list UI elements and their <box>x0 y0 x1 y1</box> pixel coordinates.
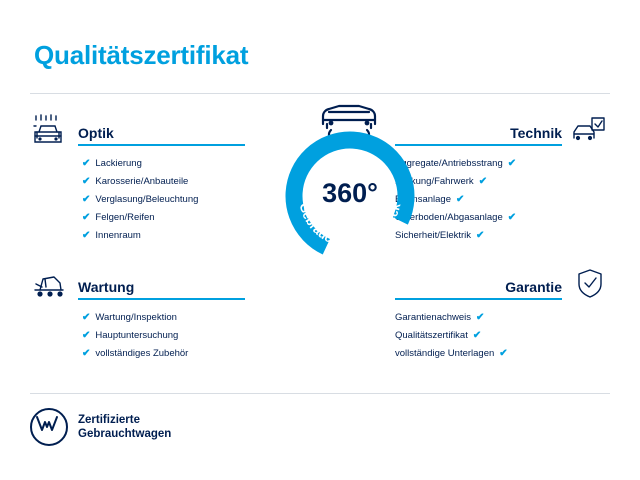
list-item <box>30 174 245 190</box>
section-garantie-title: Garantie <box>505 279 562 295</box>
list-item <box>395 310 610 326</box>
check-icon: ✔ <box>472 330 482 341</box>
list-item-label: Aggregate/Antriebsstrang <box>395 158 503 169</box>
section-wartung-title-wrap <box>78 279 245 300</box>
footer-line-2: Gebrauchtwagen <box>78 428 172 440</box>
list-item <box>30 328 245 344</box>
list-item-label: Bremsanlage <box>395 194 451 205</box>
list-item-label: Karosserie/Anbauteile <box>95 176 189 187</box>
car-wash-icon <box>30 112 70 146</box>
check-icon: ✔ <box>82 330 91 341</box>
list-item-label: Lenkung/Fahrwerk <box>395 176 474 187</box>
list-item <box>395 328 610 344</box>
list-item <box>30 156 245 172</box>
progress-ring <box>282 128 418 264</box>
shield-check-icon <box>570 266 610 300</box>
car-check-icon <box>570 112 610 146</box>
list-item-label: vollständige Unterlagen <box>395 348 495 359</box>
list-item <box>30 346 245 362</box>
list-item-label: Garantienachweis <box>395 312 472 323</box>
section-optik-list <box>30 156 245 244</box>
footer-divider <box>30 393 610 394</box>
list-item <box>30 210 245 226</box>
list-item-label: Innenraum <box>95 230 141 241</box>
check-icon: ✔ <box>476 230 485 241</box>
check-icon: ✔ <box>507 212 517 223</box>
sections-area <box>30 94 610 394</box>
check-icon: ✔ <box>82 158 91 169</box>
check-icon: ✔ <box>499 348 508 359</box>
check-icon: ✔ <box>82 230 91 241</box>
list-item <box>30 310 245 326</box>
list-item <box>30 228 245 244</box>
check-badge <box>256 98 442 298</box>
check-icon: ✔ <box>82 176 91 187</box>
list-item <box>395 346 610 362</box>
section-wartung-title: Wartung <box>78 279 135 295</box>
footer-line-1: Zertifizierte <box>78 414 140 426</box>
check-icon: ✔ <box>82 312 91 323</box>
check-icon: ✔ <box>478 176 488 187</box>
check-icon: ✔ <box>476 312 485 323</box>
check-icon: ✔ <box>507 158 517 169</box>
section-wartung <box>30 266 245 362</box>
footer-text <box>78 413 171 441</box>
section-optik-title-wrap <box>78 125 245 146</box>
list-item-label: vollständiges Zubehör <box>95 348 189 359</box>
page-title: Qualitätszertifikat <box>34 40 249 70</box>
degrees-label: 360° <box>322 177 378 208</box>
list-item-label: Qualitätszertifikat <box>395 330 468 341</box>
section-technik-title: Technik <box>510 125 562 141</box>
vw-logo <box>30 408 68 446</box>
section-optik-title: Optik <box>78 125 114 141</box>
list-item-label: Verglasung/Beleuchtung <box>95 194 199 205</box>
footer <box>30 408 171 446</box>
car-lift-icon <box>30 266 70 300</box>
list-item-label: Unterboden/Abgasanlage <box>395 212 503 223</box>
check-icon: ✔ <box>455 194 465 205</box>
list-item <box>30 192 245 208</box>
list-item-label: Hauptuntersuchung <box>95 330 179 341</box>
section-garantie-list <box>395 310 610 362</box>
list-item-label: Sicherheit/Elektrik <box>395 230 472 241</box>
list-item-label: Lackierung <box>95 158 142 169</box>
section-wartung-header <box>30 266 245 300</box>
section-optik <box>30 112 245 244</box>
section-optik-header <box>30 112 245 146</box>
list-item-label: Wartung/Inspektion <box>95 312 177 323</box>
left-column <box>30 112 245 364</box>
arc-label: Gebrauchtwagen-Check <box>296 201 404 251</box>
check-icon: ✔ <box>82 348 91 359</box>
section-wartung-list <box>30 310 245 362</box>
list-item-label: Felgen/Reifen <box>95 212 155 223</box>
check-icon: ✔ <box>82 212 91 223</box>
check-icon: ✔ <box>82 194 91 205</box>
